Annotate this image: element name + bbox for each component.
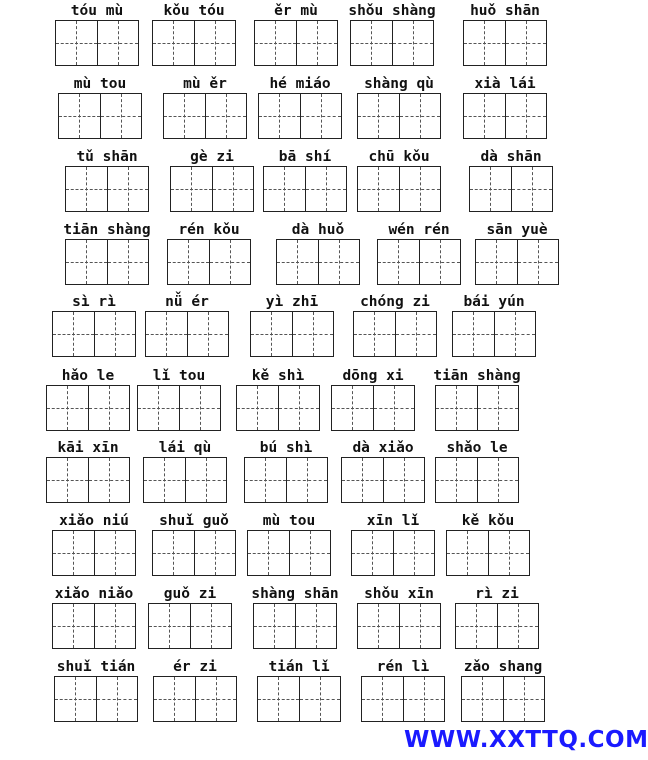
writing-grid[interactable] bbox=[254, 20, 338, 66]
character-cell[interactable] bbox=[332, 386, 373, 430]
character-cell[interactable] bbox=[358, 94, 399, 138]
writing-grid[interactable] bbox=[54, 676, 138, 722]
writing-grid[interactable] bbox=[250, 311, 334, 357]
character-cell[interactable] bbox=[245, 458, 286, 502]
character-cell[interactable] bbox=[56, 21, 97, 65]
character-cell[interactable] bbox=[251, 312, 292, 356]
pinyin-label: xiǎo niú bbox=[59, 513, 129, 529]
character-cell[interactable] bbox=[351, 21, 392, 65]
character-cell[interactable] bbox=[436, 458, 477, 502]
pinyin-label: ér zi bbox=[173, 659, 217, 675]
character-cell[interactable] bbox=[511, 167, 553, 211]
character-cell[interactable] bbox=[94, 312, 136, 356]
pinyin-label: yì zhī bbox=[265, 294, 319, 310]
character-cell[interactable] bbox=[470, 167, 511, 211]
pinyin-label: dà xiǎo bbox=[352, 440, 414, 456]
character-cell[interactable] bbox=[96, 677, 138, 721]
character-cell[interactable] bbox=[378, 240, 419, 284]
character-cell[interactable] bbox=[205, 94, 247, 138]
writing-grid[interactable] bbox=[350, 20, 434, 66]
pinyin-label: chū kǒu bbox=[368, 149, 430, 165]
pinyin-label: gè zi bbox=[190, 149, 234, 165]
writing-grid[interactable] bbox=[257, 676, 341, 722]
writing-grid[interactable] bbox=[463, 93, 547, 139]
character-cell[interactable] bbox=[352, 531, 393, 575]
character-cell[interactable] bbox=[362, 677, 403, 721]
writing-grid[interactable] bbox=[148, 603, 232, 649]
character-cell[interactable] bbox=[392, 21, 434, 65]
character-cell[interactable] bbox=[66, 167, 107, 211]
character-cell[interactable] bbox=[259, 94, 300, 138]
writing-grid[interactable] bbox=[276, 239, 360, 285]
pinyin-label: shǒu shàng bbox=[348, 3, 436, 19]
character-cell[interactable] bbox=[55, 677, 96, 721]
pinyin-label: kǒu tóu bbox=[163, 3, 225, 19]
character-cell[interactable] bbox=[447, 531, 488, 575]
writing-grid[interactable] bbox=[263, 166, 347, 212]
character-cell[interactable] bbox=[88, 458, 130, 502]
pinyin-label: bā shí bbox=[278, 149, 332, 165]
character-cell[interactable] bbox=[278, 386, 320, 430]
writing-grid[interactable] bbox=[351, 530, 435, 576]
writing-grid[interactable] bbox=[46, 385, 130, 431]
character-cell[interactable] bbox=[164, 94, 205, 138]
character-cell[interactable] bbox=[47, 386, 88, 430]
pinyin-label: shàng shān bbox=[251, 586, 339, 602]
writing-grid[interactable] bbox=[435, 385, 519, 431]
character-cell[interactable] bbox=[255, 21, 296, 65]
character-cell[interactable] bbox=[393, 531, 435, 575]
pinyin-label: lǐ tou bbox=[152, 368, 206, 384]
character-cell[interactable] bbox=[248, 531, 289, 575]
writing-grid[interactable] bbox=[435, 457, 519, 503]
character-cell[interactable] bbox=[399, 604, 441, 648]
character-cell[interactable] bbox=[258, 677, 299, 721]
writing-grid[interactable] bbox=[455, 603, 539, 649]
writing-grid[interactable] bbox=[163, 93, 247, 139]
character-cell[interactable] bbox=[497, 604, 539, 648]
pinyin-label: tóu mù bbox=[70, 3, 124, 19]
character-cell[interactable] bbox=[153, 21, 194, 65]
pinyin-label: shuǐ guǒ bbox=[159, 513, 229, 529]
character-cell[interactable] bbox=[185, 458, 227, 502]
pinyin-label: ěr mù bbox=[274, 3, 318, 19]
character-cell[interactable] bbox=[53, 604, 94, 648]
writing-grid[interactable] bbox=[52, 530, 136, 576]
writing-grid[interactable] bbox=[145, 311, 229, 357]
character-cell[interactable] bbox=[138, 386, 179, 430]
character-cell[interactable] bbox=[358, 167, 399, 211]
writing-grid[interactable] bbox=[55, 20, 139, 66]
character-cell[interactable] bbox=[212, 167, 254, 211]
pinyin-label: hé miáo bbox=[269, 76, 331, 92]
character-cell[interactable] bbox=[342, 458, 383, 502]
writing-grid[interactable] bbox=[461, 676, 545, 722]
writing-grid[interactable] bbox=[65, 166, 149, 212]
writing-grid[interactable] bbox=[463, 20, 547, 66]
character-cell[interactable] bbox=[295, 604, 337, 648]
site-watermark: WWW.XXTTQ.COM bbox=[404, 727, 648, 753]
character-cell[interactable] bbox=[237, 386, 278, 430]
pinyin-label: dà huǒ bbox=[291, 222, 345, 238]
character-cell[interactable] bbox=[373, 386, 415, 430]
character-cell[interactable] bbox=[194, 531, 236, 575]
pinyin-label: bái yún bbox=[463, 294, 525, 310]
character-cell[interactable] bbox=[144, 458, 185, 502]
character-cell[interactable] bbox=[399, 167, 441, 211]
pinyin-label: kāi xīn bbox=[57, 440, 119, 456]
character-cell[interactable] bbox=[505, 94, 547, 138]
writing-grid[interactable] bbox=[341, 457, 425, 503]
character-cell[interactable] bbox=[476, 240, 517, 284]
character-cell[interactable] bbox=[354, 312, 395, 356]
character-cell[interactable] bbox=[97, 21, 139, 65]
character-cell[interactable] bbox=[403, 677, 445, 721]
writing-grid[interactable] bbox=[244, 457, 328, 503]
writing-grid[interactable] bbox=[137, 385, 221, 431]
writing-grid[interactable] bbox=[167, 239, 251, 285]
character-cell[interactable] bbox=[464, 21, 505, 65]
writing-grid[interactable] bbox=[469, 166, 553, 212]
character-cell[interactable] bbox=[296, 21, 338, 65]
character-cell[interactable] bbox=[168, 240, 209, 284]
character-cell[interactable] bbox=[100, 94, 142, 138]
writing-grid[interactable] bbox=[452, 311, 536, 357]
character-cell[interactable] bbox=[453, 312, 494, 356]
pinyin-label: chóng zi bbox=[360, 294, 430, 310]
pinyin-label: lái qù bbox=[158, 440, 212, 456]
pinyin-label: wén rén bbox=[388, 222, 450, 238]
pinyin-label: rén kǒu bbox=[178, 222, 240, 238]
pinyin-label: tián lǐ bbox=[268, 659, 330, 675]
writing-grid[interactable] bbox=[170, 166, 254, 212]
character-cell[interactable] bbox=[383, 458, 425, 502]
writing-grid[interactable] bbox=[258, 93, 342, 139]
writing-grid[interactable] bbox=[65, 239, 149, 285]
pinyin-label: bú shì bbox=[259, 440, 313, 456]
pinyin-label: xiǎo niǎo bbox=[54, 586, 134, 602]
character-cell[interactable] bbox=[318, 240, 360, 284]
pinyin-label: xià lái bbox=[474, 76, 536, 92]
character-cell[interactable] bbox=[254, 604, 295, 648]
pinyin-label: guǒ zi bbox=[163, 586, 217, 602]
writing-grid[interactable] bbox=[152, 530, 236, 576]
character-cell[interactable] bbox=[107, 167, 149, 211]
writing-grid[interactable] bbox=[247, 530, 331, 576]
character-cell[interactable] bbox=[59, 94, 100, 138]
character-cell[interactable] bbox=[358, 604, 399, 648]
writing-grid[interactable] bbox=[331, 385, 415, 431]
character-cell[interactable] bbox=[477, 458, 519, 502]
pinyin-label: rén lì bbox=[376, 659, 430, 675]
character-cell[interactable] bbox=[399, 94, 441, 138]
writing-grid[interactable] bbox=[58, 93, 142, 139]
character-cell[interactable] bbox=[190, 604, 232, 648]
writing-grid[interactable] bbox=[143, 457, 227, 503]
writing-grid[interactable] bbox=[152, 20, 236, 66]
character-cell[interactable] bbox=[146, 312, 187, 356]
pinyin-label: sān yuè bbox=[486, 222, 548, 238]
character-cell[interactable] bbox=[187, 312, 229, 356]
character-cell[interactable] bbox=[88, 386, 130, 430]
character-cell[interactable] bbox=[477, 386, 519, 430]
pinyin-label: shǎo le bbox=[446, 440, 508, 456]
pinyin-label: shǒu xīn bbox=[364, 586, 434, 602]
character-cell[interactable] bbox=[47, 458, 88, 502]
pinyin-label: mù ěr bbox=[183, 76, 227, 92]
pinyin-label: sì rì bbox=[72, 294, 116, 310]
character-cell[interactable] bbox=[503, 677, 545, 721]
character-cell[interactable] bbox=[286, 458, 328, 502]
pinyin-label: dà shān bbox=[480, 149, 542, 165]
pinyin-label: xīn lǐ bbox=[366, 513, 420, 529]
character-cell[interactable] bbox=[505, 21, 547, 65]
character-cell[interactable] bbox=[209, 240, 251, 284]
character-cell[interactable] bbox=[194, 21, 236, 65]
character-cell[interactable] bbox=[153, 531, 194, 575]
character-cell[interactable] bbox=[456, 604, 497, 648]
pinyin-label: tiān shàng bbox=[63, 222, 151, 238]
character-cell[interactable] bbox=[292, 312, 334, 356]
writing-grid[interactable] bbox=[236, 385, 320, 431]
character-cell[interactable] bbox=[195, 677, 237, 721]
pinyin-label: mù tou bbox=[73, 76, 127, 92]
pinyin-label: kě kǒu bbox=[461, 513, 515, 529]
writing-grid[interactable] bbox=[46, 457, 130, 503]
character-cell[interactable] bbox=[462, 677, 503, 721]
character-cell[interactable] bbox=[154, 677, 195, 721]
character-cell[interactable] bbox=[488, 531, 530, 575]
character-cell[interactable] bbox=[436, 386, 477, 430]
character-cell[interactable] bbox=[66, 240, 107, 284]
character-cell[interactable] bbox=[299, 677, 341, 721]
pinyin-label: tiān shàng bbox=[433, 368, 521, 384]
character-cell[interactable] bbox=[171, 167, 212, 211]
writing-grid[interactable] bbox=[377, 239, 461, 285]
character-cell[interactable] bbox=[53, 312, 94, 356]
writing-grid[interactable] bbox=[353, 311, 437, 357]
character-cell[interactable] bbox=[264, 167, 305, 211]
character-cell[interactable] bbox=[149, 604, 190, 648]
character-cell[interactable] bbox=[419, 240, 461, 284]
writing-grid[interactable] bbox=[52, 311, 136, 357]
pinyin-label: rì zi bbox=[475, 586, 519, 602]
writing-grid[interactable] bbox=[253, 603, 337, 649]
character-cell[interactable] bbox=[107, 240, 149, 284]
character-cell[interactable] bbox=[289, 531, 331, 575]
character-cell[interactable] bbox=[305, 167, 347, 211]
character-cell[interactable] bbox=[517, 240, 559, 284]
character-cell[interactable] bbox=[53, 531, 94, 575]
character-cell[interactable] bbox=[300, 94, 342, 138]
character-cell[interactable] bbox=[277, 240, 318, 284]
pinyin-label: hǎo le bbox=[61, 368, 115, 384]
character-cell[interactable] bbox=[464, 94, 505, 138]
writing-grid[interactable] bbox=[52, 603, 136, 649]
pinyin-label: tǔ shān bbox=[76, 149, 138, 165]
writing-grid[interactable] bbox=[446, 530, 530, 576]
pinyin-label: mù tou bbox=[262, 513, 316, 529]
writing-grid[interactable] bbox=[357, 166, 441, 212]
writing-grid[interactable] bbox=[357, 603, 441, 649]
pinyin-label: dōng xi bbox=[342, 368, 404, 384]
pinyin-label: kě shì bbox=[251, 368, 305, 384]
pinyin-label: shàng qù bbox=[364, 76, 434, 92]
character-cell[interactable] bbox=[94, 531, 136, 575]
writing-grid[interactable] bbox=[153, 676, 237, 722]
writing-grid[interactable] bbox=[475, 239, 559, 285]
pinyin-label: zǎo shang bbox=[463, 659, 543, 675]
character-cell[interactable] bbox=[395, 312, 437, 356]
writing-grid[interactable] bbox=[361, 676, 445, 722]
pinyin-label: huǒ shān bbox=[470, 3, 540, 19]
pinyin-label: nǚ ér bbox=[165, 294, 209, 310]
character-cell[interactable] bbox=[179, 386, 221, 430]
character-cell[interactable] bbox=[94, 604, 136, 648]
character-cell[interactable] bbox=[494, 312, 536, 356]
writing-grid[interactable] bbox=[357, 93, 441, 139]
pinyin-label: shuǐ tián bbox=[56, 659, 136, 675]
